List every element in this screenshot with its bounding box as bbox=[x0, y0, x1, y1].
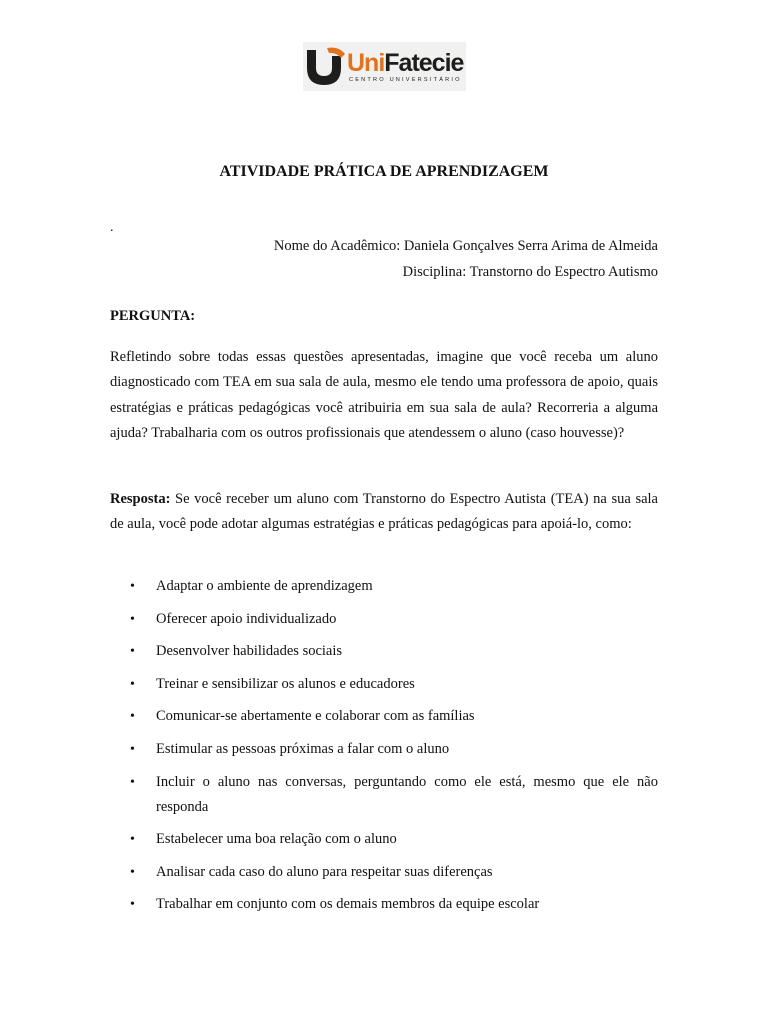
list-item-text: Comunicar-se abertamente e colaborar com as famílias bbox=[156, 708, 475, 725]
answer-text: Se você receber um aluno com Transtorno do Espectro Autista (TEA) na sua sala de aula, você pode adotar algumas estratégias e práticas pedagógicas para apoiá-lo, como: bbox=[110, 491, 658, 533]
list-item-text: Estabelecer uma boa relação com o aluno bbox=[156, 831, 397, 848]
logo-word-uni: Uni bbox=[347, 49, 385, 77]
bullet-icon: • bbox=[130, 611, 135, 627]
list-item bbox=[110, 770, 658, 820]
list-item-text: Adaptar o ambiente de aprendizagem bbox=[156, 578, 373, 594]
list-item bbox=[110, 827, 658, 852]
unifatecie-logo bbox=[303, 42, 466, 91]
list-item-text: Analisar cada caso do aluno para respeitar suas diferenças bbox=[156, 863, 493, 880]
list-item bbox=[110, 704, 658, 729]
stray-dot: . bbox=[110, 220, 114, 235]
list-item-text: Incluir o aluno nas conversas, perguntando como ele está, mesmo que ele não responda bbox=[156, 773, 658, 815]
list-item bbox=[110, 672, 658, 697]
list-item bbox=[110, 607, 658, 632]
logo-subtitle: CENTRO UNIVERSITÁRIO bbox=[349, 77, 462, 83]
bullet-icon: • bbox=[130, 774, 135, 790]
logo-u-icon bbox=[303, 42, 351, 91]
bullet-icon: • bbox=[130, 676, 135, 692]
bullet-icon: • bbox=[130, 897, 135, 913]
list-item-text: Estimular as pessoas próximas a falar com o aluno bbox=[156, 740, 450, 757]
list-item-text: Desenvolver habilidades sociais bbox=[156, 643, 343, 660]
question-heading: PERGUNTA: bbox=[110, 308, 196, 324]
bullet-icon: • bbox=[130, 864, 135, 880]
list-item-text: Oferecer apoio individualizado bbox=[156, 610, 337, 627]
bullet-icon: • bbox=[130, 644, 135, 660]
bullet-icon: • bbox=[130, 709, 135, 725]
list-item-text: Trabalhar em conjunto com os demais membros da equipe escolar bbox=[156, 896, 540, 913]
question-paragraph: Refletindo sobre todas essas questões apresentadas, imagine que você receba um aluno diagnosticado com TEA em sua sala de aula, mesmo ele tendo uma professora de apoio, quais estratégias e práticas pedagógicas você atribuiria em sua sala de aula? Recorreria a alguma ajuda? Trabalharia com os outros profissionais que atendessem o aluno (caso houvesse)? bbox=[110, 349, 658, 441]
answer-paragraph bbox=[110, 487, 658, 538]
document-title: ATIVIDADE PRÁTICA DE APRENDIZAGEM bbox=[219, 163, 549, 180]
bullet-icon: • bbox=[130, 832, 135, 848]
list-item bbox=[110, 737, 658, 762]
list-item bbox=[110, 860, 658, 885]
answer-label: Resposta: bbox=[110, 491, 171, 507]
logo-wordmark bbox=[347, 50, 463, 76]
list-item bbox=[110, 574, 658, 599]
bullet-icon: • bbox=[130, 579, 135, 594]
bullet-icon: • bbox=[130, 741, 135, 757]
student-name-line: Nome do Acadêmico: Daniela Gonçalves Serra Arima de Almeida bbox=[273, 238, 658, 254]
list-item bbox=[110, 892, 658, 917]
strategies-list bbox=[110, 574, 658, 925]
list-item-text: Treinar e sensibilizar os alunos e educadores bbox=[156, 675, 415, 692]
logo-word-fatecie: Fatecie bbox=[384, 49, 464, 77]
discipline-line: Disciplina: Transtorno do Espectro Autismo bbox=[402, 264, 658, 280]
list-item bbox=[110, 639, 658, 664]
